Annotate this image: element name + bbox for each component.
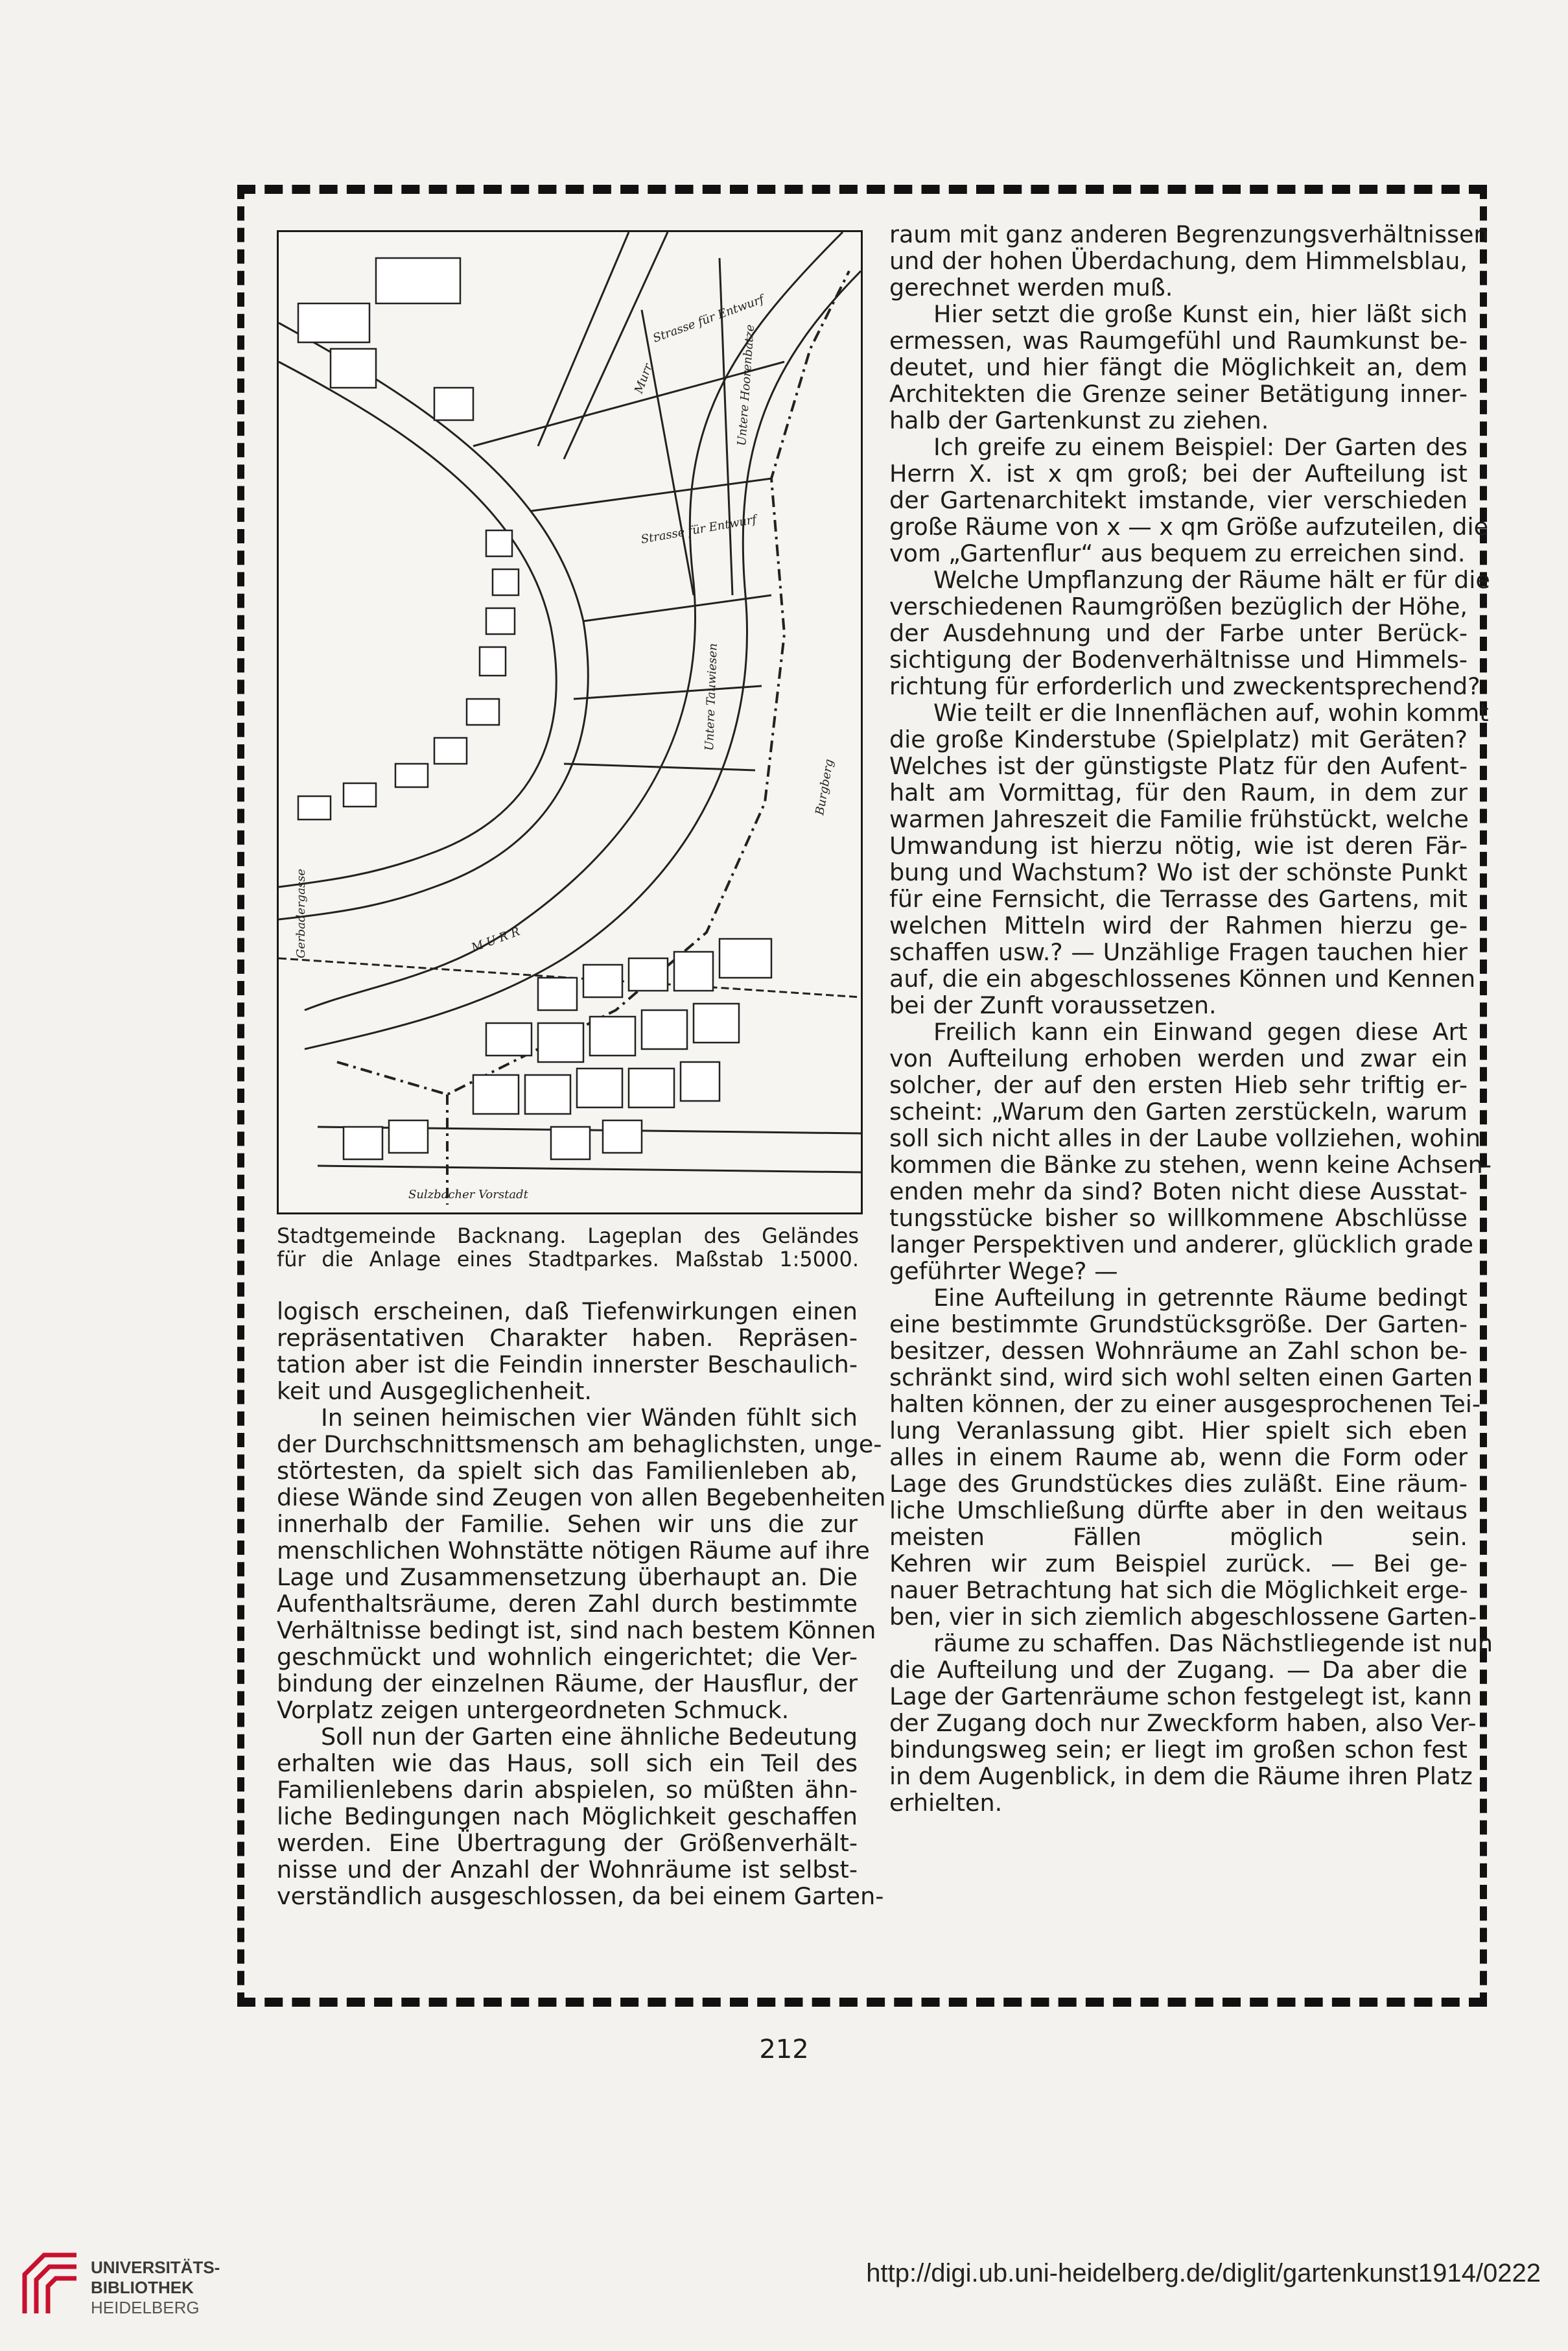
text-line: erhalten wie das Haus, soll sich ein Teil des xyxy=(277,1749,858,1777)
text-line: für eine Fernsicht, die Terrasse des Gartens, mit xyxy=(889,885,1468,913)
text-line: raum mit ganz anderen Begrenzungsverhältnissen xyxy=(889,220,1489,248)
text-line: logisch erscheinen, daß Tiefenwirkungen einen xyxy=(277,1297,858,1325)
text-column-left xyxy=(277,1297,886,1910)
text-line: Welche Umpflanzung der Räume hält er für die xyxy=(933,566,1490,594)
text-line: tation aber ist die Feindin innerster Beschaulich- xyxy=(277,1351,858,1378)
text-line: lung Veranlassung gibt. Hier spielt sich eben xyxy=(889,1417,1468,1445)
text-line: geschmückt und wohnlich eingerichtet; die Ver- xyxy=(277,1643,858,1671)
text-line: auf, die ein abgeschlossenes Können und Kennen xyxy=(889,965,1476,993)
text-line: In seinen heimischen vier Wänden fühlt sich xyxy=(321,1404,858,1432)
library-line-1: UNIVERSITÄTS- xyxy=(91,2258,220,2277)
text-line: menschlichen Wohnstätte nötigen Räume auf ihre xyxy=(277,1537,870,1565)
text-line: deutet, und hier fängt die Möglichkeit an, dem xyxy=(889,353,1468,381)
text-line: halten können, der zu einer ausgesprochenen Tei- xyxy=(889,1390,1481,1418)
text-line: große Räume von x — x qm Größe aufzuteilen, die xyxy=(889,513,1489,541)
text-line: enden mehr da sind? Boten nicht diese Ausstat- xyxy=(889,1177,1468,1205)
text-line: räume zu schaffen. Das Nächstliegende ist nun xyxy=(933,1629,1493,1657)
text-line: kommen die Bänke zu stehen, wenn keine Achsen- xyxy=(889,1151,1492,1179)
text-line: bei der Zunft voraussetzen. xyxy=(889,991,1217,1019)
text-line: Familienlebens darin abspielen, so müßten ähn- xyxy=(277,1776,858,1804)
text-line: Hier setzt die große Kunst ein, hier läßt sich xyxy=(933,300,1468,328)
text-line: repräsentativen Charakter haben. Repräsen- xyxy=(277,1324,858,1352)
text-line: erhielten. xyxy=(889,1789,1003,1817)
text-column-right xyxy=(889,220,1493,1817)
text-line: von Aufteilung erhoben werden und zwar ein xyxy=(889,1045,1468,1072)
text-line: schaffen usw.? — Unzählige Fragen tauchen hier xyxy=(889,938,1468,966)
text-line: schränkt sind, wird sich wohl selten einen Garten xyxy=(889,1364,1473,1391)
text-line: scheint: „Warum den Garten zerstückeln, warum xyxy=(889,1098,1468,1126)
map-label-note-1: Burgberg xyxy=(813,758,837,816)
map-label-left-strip: Gerbadergasse xyxy=(294,868,308,958)
text-line: ben, vier in sich ziemlich abgeschlossene Garten- xyxy=(889,1603,1477,1631)
text-line: besitzer, dessen Wohnräume an Zahl schon be- xyxy=(889,1337,1468,1365)
library-logo-icon xyxy=(18,2249,83,2320)
text-line: Welches ist der günstigste Platz für den Aufent- xyxy=(889,752,1468,780)
text-line: der Zugang doch nur Zweckform haben, also Ver- xyxy=(889,1709,1477,1737)
text-line: keit und Ausgeglichenheit. xyxy=(277,1377,592,1405)
text-line: liche Umschließung dürfte aber in den weitaus xyxy=(889,1496,1468,1524)
text-line: meisten Fällen möglich sein. xyxy=(889,1523,1468,1551)
text-line: Vorplatz zeigen untergeordneten Schmuck. xyxy=(277,1696,790,1724)
text-line: bindungsweg sein; er liegt im großen schon fest xyxy=(889,1736,1468,1764)
text-line: Architekten die Grenze seiner Betätigung inner- xyxy=(889,380,1468,408)
text-line: warmen Jahreszeit die Familie frühstückt, welche xyxy=(889,805,1469,833)
text-line: soll sich nicht alles in der Laube vollziehen, wohin xyxy=(889,1124,1480,1152)
text-line: die große Kinderstube (Spielplatz) mit Geräten? xyxy=(889,726,1468,753)
map-label-road-4: Strasse für Entwurf xyxy=(640,512,758,547)
text-line: bindung der einzelnen Räume, der Hausflur, der xyxy=(277,1670,858,1697)
text-line: Verhältnisse bedingt ist, sind nach bestem Können xyxy=(277,1616,876,1644)
text-line: vom „Gartenflur“ aus bequem zu erreichen sind. xyxy=(889,539,1466,567)
map-label-road-1: Untere Hoorenbatze xyxy=(735,324,758,447)
library-name xyxy=(91,2258,220,2318)
text-line: Umwandung ist hierzu nötig, wie ist deren Fär- xyxy=(889,832,1468,860)
text-line: Lage des Grundstückes dies zuläßt. Eine räum- xyxy=(889,1470,1468,1498)
text-line: solcher, der auf den ersten Hieb sehr triftig er- xyxy=(889,1071,1468,1099)
text-line: und der hohen Überdachung, dem Himmelsblau, xyxy=(889,247,1468,275)
text-line: halb der Gartenkunst zu ziehen. xyxy=(889,407,1269,434)
map-label-bottom-road: Sulzbacher Vorstadt xyxy=(408,1188,528,1201)
source-url-link[interactable]: http://digi.ub.uni-heidelberg.de/diglit/gartenkunst1914/0222 xyxy=(866,2259,1541,2287)
text-line: eine bestimmte Grundstücksgröße. Der Garten- xyxy=(889,1310,1468,1338)
text-line: der Durchschnittsmensch am behaglichsten, unge- xyxy=(277,1430,882,1458)
text-line: Soll nun der Garten eine ähnliche Bedeutung xyxy=(321,1723,858,1751)
text-line: welchen Mitteln wird der Rahmen hierzu ge- xyxy=(889,912,1468,939)
map-label-murr-upper: Murr xyxy=(631,362,655,396)
site-plan-map xyxy=(277,230,863,1214)
library-line-2: BIBLIOTHEK xyxy=(91,2278,194,2297)
text-line: werden. Eine Übertragung der Größenverhält- xyxy=(277,1829,858,1857)
text-line: liche Bedingungen nach Möglichkeit geschaffen xyxy=(277,1802,858,1830)
text-line: die Aufteilung und der Zugang. — Da aber die xyxy=(889,1656,1468,1684)
caption-line: für die Anlage eines Stadtparkes. Maßstab 1:5000. xyxy=(277,1247,859,1271)
text-line: Lage und Zusammensetzung überhaupt an. Die xyxy=(277,1563,858,1591)
text-line: innerhalb der Familie. Sehen wir uns die zur xyxy=(277,1510,858,1538)
map-label-murr-lower: M U R R xyxy=(469,925,522,955)
text-line: der Ausdehnung und der Farbe unter Berück- xyxy=(889,619,1468,647)
text-line: halt am Vormittag, für den Raum, in dem zur xyxy=(889,779,1468,807)
text-line: geführter Wege? — xyxy=(889,1257,1118,1285)
text-line: Lage der Gartenräume schon festgelegt ist, kann xyxy=(889,1683,1472,1710)
text-line: tungsstücke bisher so willkommene Abschlüsse xyxy=(889,1204,1468,1232)
map-label-road-3: Strasse für Entwurf xyxy=(651,292,766,346)
text-line: verständlich ausgeschlossen, da bei einem Garten- xyxy=(277,1882,884,1910)
text-line: Eine Aufteilung in getrennte Räume bedingt xyxy=(933,1284,1468,1312)
text-line: gerechnet werden muß. xyxy=(889,274,1173,301)
text-line: Kehren wir zum Beispiel zurück. — Bei ge- xyxy=(889,1550,1468,1577)
text-line: verschiedenen Raumgrößen bezüglich der Höhe, xyxy=(889,593,1468,620)
text-line: Herrn X. ist x qm groß; bei der Aufteilung ist xyxy=(889,460,1468,488)
page-number: 212 xyxy=(759,2035,809,2064)
text-line: Freilich kann ein Einwand gegen diese Art xyxy=(933,1018,1468,1046)
text-line: Ich greife zu einem Beispiel: Der Garten des xyxy=(933,433,1468,461)
text-line: nisse und der Anzahl der Wohnräume ist selbst- xyxy=(277,1856,858,1884)
text-line: langer Perspektiven und anderer, glücklich grade xyxy=(889,1231,1474,1258)
text-line: bung und Wachstum? Wo ist der schönste Punkt xyxy=(889,858,1468,886)
caption-line: Stadtgemeinde Backnang. Lageplan des Geländes xyxy=(277,1223,859,1248)
map-drawing xyxy=(279,232,861,1212)
map-label-road-2: Untere Tauwiesen xyxy=(703,643,720,751)
text-line: diese Wände sind Zeugen von allen Begebenheiten xyxy=(277,1483,886,1511)
text-line: ermessen, was Raumgefühl und Raumkunst be- xyxy=(889,327,1468,355)
text-line: alles in einem Raume ab, wenn die Form oder xyxy=(889,1443,1468,1471)
text-line: richtung für erforderlich und zweckentsprechend? xyxy=(889,672,1480,700)
footer xyxy=(0,2249,1568,2351)
text-line: der Gartenarchitekt imstande, vier verschieden xyxy=(889,486,1468,514)
text-line: in dem Augenblick, in dem die Räume ihren Platz xyxy=(889,1762,1473,1790)
text-line: Wie teilt er die Innenflächen auf, wohin kommt xyxy=(933,699,1489,727)
text-line: störtesten, da spielt sich das Familienleben ab, xyxy=(277,1457,858,1485)
text-line: sichtigung der Bodenverhältnisse und Himmels- xyxy=(889,646,1468,674)
library-line-3: HEIDELBERG xyxy=(91,2298,200,2317)
text-line: nauer Betrachtung hat sich die Möglichkeit erge- xyxy=(889,1576,1468,1604)
text-line: Aufenthaltsräume, deren Zahl durch bestimmte xyxy=(277,1590,858,1618)
map-caption xyxy=(277,1224,859,1271)
